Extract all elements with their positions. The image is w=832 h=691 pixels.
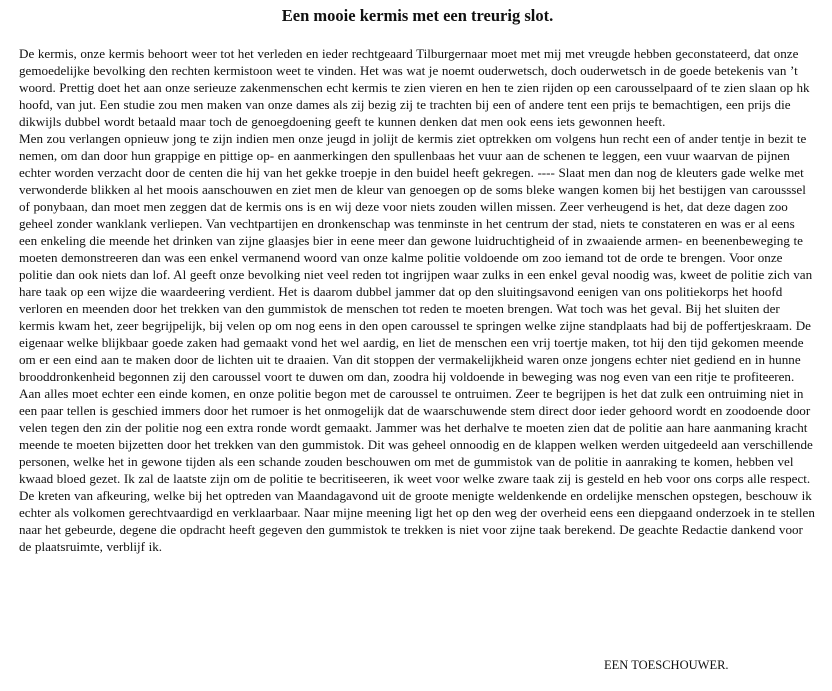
article-signature: EEN TOESCHOUWER. (604, 658, 729, 672)
article-body (19, 45, 816, 555)
article-paragraph-2: Men zou verlangen opnieuw jong te zijn indien men onze jeugd in jolijt de kermis ziet optrekken om volgens hun recht een of ander tentje in bezit te nemen, om dan door hun grappige en pittige op- en aanmerkingen den spullenbaas het vuur aan de schenen te leggen, een vuur waarvan de pijnen echter worden verzacht door de centen die hij van het gekke troepje in den buidel heeft gekregen. ---- Slaat men dan nog de kleuters gade welke met verwonderde blikken al het moois aanschouwen en ziet men de kleur van genoegen op de soms bleke wangen komen bij het bestijgen van carousssel of ponybaan, dan moet men zeggen dat de kermis ons is en wij deze voor niets zouden willen missen. Zeer verheugend is het, dat deze dagen zoo geheel zonder wanklank verliepen. Van vechtpartijen en dronkenschap was tenminste in het centrum der stad, niets te constateren en was er al eens een enkeling die meende het drinken van zijne glaasjes bier in eene meer dan gewone luidruchtigheid of in zwaaiende armen- en beenenbeweging te moeten demonstreeren dan was een enkel vermanend woord van onze kalme politie voldoende om zoo iemand tot de orde te brengen. Voor onze politie dan ook niets dan lof. Al geeft onze bevolking niet veel reden tot ingrijpen waar zulks in een enkel geval noodig was, kweet de politie zich van hare taak op een wijze die waardeering verdient. Het is daarom dubbel jammer dat op den sluitingsavond eenigen van ons politiekorps het hoofd verloren en meenden door het trekken van den gummistok de menschen tot reden te moeten brengen. Wat toch was het geval. Bij het sluiten der kermis kwam het, zeer begrijpelijk, bij velen op om nog eens in den open caroussel te springen welke zijne standplaats had bij de poffertjeskraam. De eigenaar welke blijkbaar goede zaken had gemaakt vond het wel aardig, en liet de menschen een vrij toertje maken, tot hij den tijd gekomen meende om er een eind aan te maken door de lichten uit te draaien. Van dit stoppen der vermakelijkheid waren onze jongens echter niet gediend en in hunne brooddronkenheid begonnen zij den caroussel voort te duwen om dan, zoodra hij voldoende in beweging was nog even van een ritje te profiteeren. Aan alles moet echter een einde komen, en onze politie begon met de caroussel te ontruimen. Zeer te begrijpen is het dat zulk een ontruiming niet in een paar tellen is geschied immers door het rumoer is het onmogelijk dat de waarschuwende stem direct door ieder gehoord wordt en zoodoende door velen tegen den zin der politie nog een extra ronde wordt gemaakt. Jammer was het derhalve te moeten zien dat de politie aan hare aanmaning kracht meende te moeten bijzetten door het trekken van den gummistok. Dit was geheel onnoodig en de klappen welken werden uitgedeeld aan verschillende personen, welke het in gewone tijden als een schande zouden beschouwen om met de gummistok van de politie in aanraking te komen, hebben vel kwaad bloed gezet. Ik zal de laatste zijn om de politie te becritiseeren, ik weet voor welke zware taak zij is gesteld en heb voor ons corps alle respect. De kreten van afkeuring, welke bij het optreden van Maandagavond uit de groote menigte weldenkende en ordelijke menschen opstegen, beschouw ik echter als volkomen gerechtvaardigd en verklaarbaar. Naar mijne meening ligt het op den weg der overheid eens een diepgaand onderzoek in te stellen naar het gebeurde, degene die opdracht heeft gegeven den gummistok te trekken is niet voor zijne taak berekend. De geachte Redactie dankend voor de plaatsruimte, verblijf ik. (19, 131, 815, 554)
article-title: Een mooie kermis met een treurig slot. (281, 6, 554, 25)
article-paragraph-1: De kermis, onze kermis behoort weer tot het verleden en ieder rechtgeaard Tilburgernaar moet met mij met vreugde hebben geconstateerd, dat onze gemoedelijke bevolking den rechten kermistoon weet te vinden. Het was wat je noemt ouderwetsch, doch ouderwetsch in de goede betekenis van ’t woord. Prettig doet het aan onze serieuze zakenmenschen echt kermis te zien vieren en hen te zien rijden op een carousselpaard of te zien slaan op hk hoofd, van jut. Een studie zou men maken van onze dames als zij bezig zij te trachten bij een of andere tent een prijs te bemachtigen, een prijs die dikwijls dubbel wordt betaald maar toch de genoegdoening geeft te kunnen denken dat men ook eens iets gewonnen heeft. (19, 46, 810, 129)
